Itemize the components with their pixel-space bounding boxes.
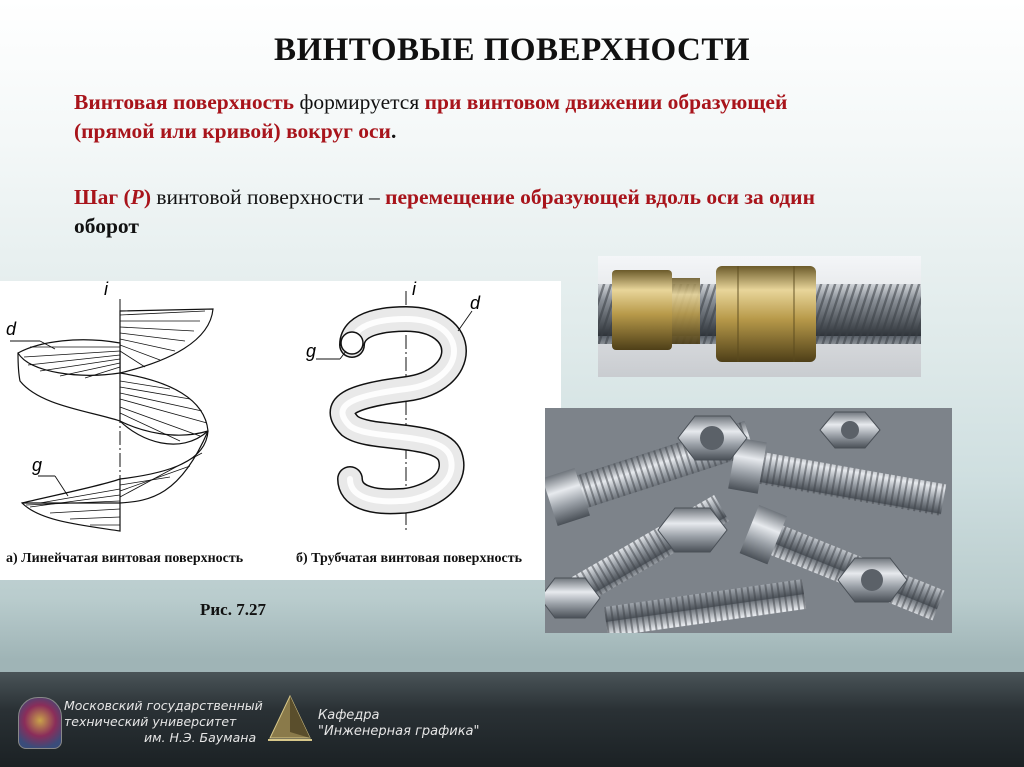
university-emblem — [18, 697, 62, 749]
definition-paragraph — [74, 88, 984, 146]
university-name — [64, 698, 263, 746]
department-name — [318, 708, 480, 740]
text-of-surface: винтовой поверхности – — [150, 185, 386, 209]
label-i-a: i — [104, 279, 108, 299]
department-logo — [266, 694, 314, 744]
label-g-a: g — [32, 455, 43, 475]
term-pitch-symbol: Р — [130, 185, 144, 209]
pitch-paragraph — [74, 183, 984, 241]
helical-surfaces-drawing — [0, 281, 561, 580]
department-line1: Кафедра — [318, 708, 380, 723]
text-period: . — [390, 119, 397, 143]
bolts-nuts-svg — [545, 408, 952, 633]
slide-title: ВИНТОВЫЕ ПОВЕРХНОСТИ — [273, 32, 751, 68]
label-d-b: d — [470, 293, 481, 313]
figure-number: Рис. 7.27 — [200, 600, 266, 619]
text-displacement: перемещение образующей вдоль оси за один — [385, 185, 815, 209]
caption-b: б) Трубчатая винтовая поверхность — [296, 551, 523, 566]
caption-a: а) Линейчатая винтовая поверхность — [6, 551, 244, 566]
lead-screw-svg — [598, 256, 921, 377]
label-i-b: i — [412, 279, 416, 299]
text-helical-motion: при винтовом движении образующей — [424, 90, 788, 114]
term-pitch: Шаг ( — [74, 185, 131, 209]
text-turn: оборот — [74, 214, 139, 238]
label-d-a: d — [6, 319, 17, 339]
bolts-nuts-photo — [545, 408, 952, 633]
text-forms: формируется — [294, 90, 425, 114]
term-pitch-close: ) — [143, 185, 151, 209]
university-line1: Московский государственный — [64, 698, 263, 713]
pyramid-logo-svg — [266, 694, 314, 744]
university-line3: им. Н.Э. Баумана — [144, 730, 257, 745]
department-line2: "Инженерная графика" — [318, 724, 480, 739]
label-g-b: g — [306, 341, 317, 361]
university-line2: технический университет — [64, 714, 237, 729]
lead-screw-photo — [598, 256, 921, 377]
text-around-axis: (прямой или кривой) вокруг оси — [74, 119, 391, 143]
term-helical-surface: Винтовая поверхность — [74, 90, 295, 114]
drawing-svg — [0, 281, 561, 580]
